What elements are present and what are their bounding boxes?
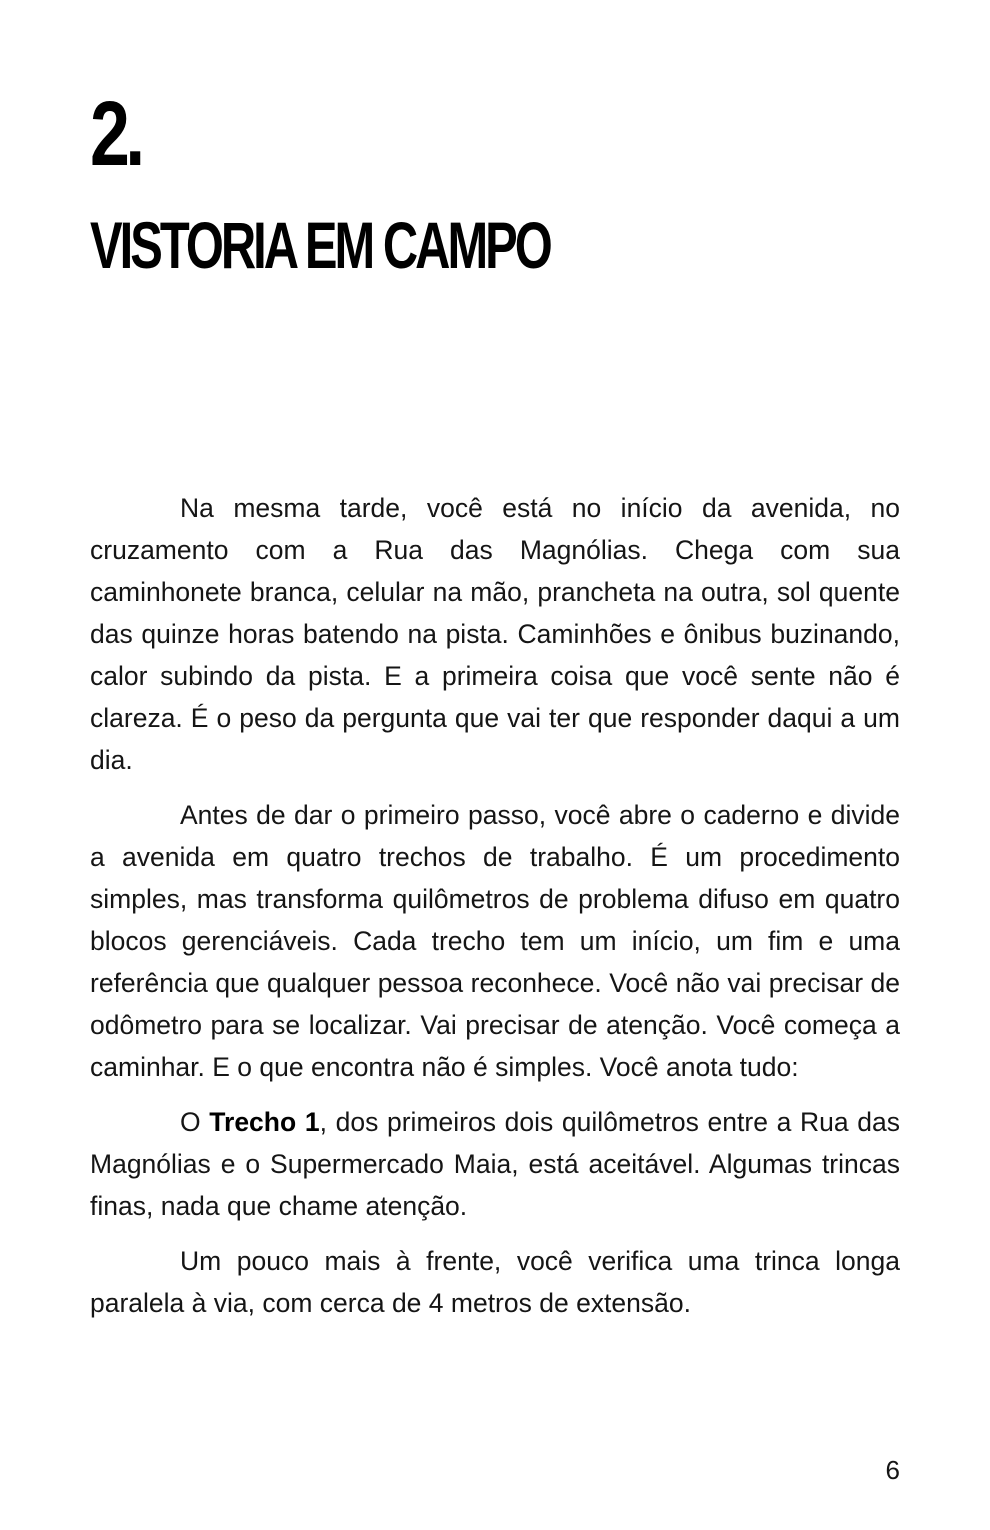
chapter-title: VISTORIA EM CAMPO bbox=[90, 208, 550, 282]
paragraph-3-lead: O bbox=[180, 1107, 210, 1137]
paragraph-3 bbox=[90, 1101, 900, 1227]
body-text bbox=[90, 487, 900, 1337]
chapter-number: 2. bbox=[90, 83, 141, 185]
paragraph-3-rest: , dos primeiros dois quilômetros entre a Rua das Magnólias e o Supermercado Maia, está aceitável. Algumas trincas finas, nada que chame atenção. bbox=[90, 1107, 900, 1221]
paragraph-4: Um pouco mais à frente, você verifica uma trinca longa paralela à via, com cerca de 4 metros de extensão. bbox=[90, 1246, 900, 1318]
paragraph-2: Antes de dar o primeiro passo, você abre o caderno e divide a avenida em quatro trechos de trabalho. É um procedimento simples, mas transforma quilômetros de problema difuso em quatro blocos gerenciáveis. Cada trecho tem um início, um fim e uma referência que qualquer pessoa reconhece. Você não vai precisar de odômetro para se localizar. Vai precisar de atenção. Você começa a caminhar. E o que encontra não é simples. Você anota tudo: bbox=[90, 800, 900, 1082]
paragraph-3-bold-term: Trecho 1 bbox=[209, 1107, 320, 1137]
page-number: 6 bbox=[885, 1455, 900, 1485]
paragraph-1: Na mesma tarde, você está no início da avenida, no cruzamento com a Rua das Magnólias. Chega com sua caminhonete branca, celular na mão, prancheta na outra, sol quente das quinze horas batendo na pista. Caminhões e ônibus buzinando, calor subindo da pista. E a primeira coisa que você sente não é clareza. É o peso da pergunta que vai ter que responder daqui a um dia. bbox=[90, 493, 900, 775]
